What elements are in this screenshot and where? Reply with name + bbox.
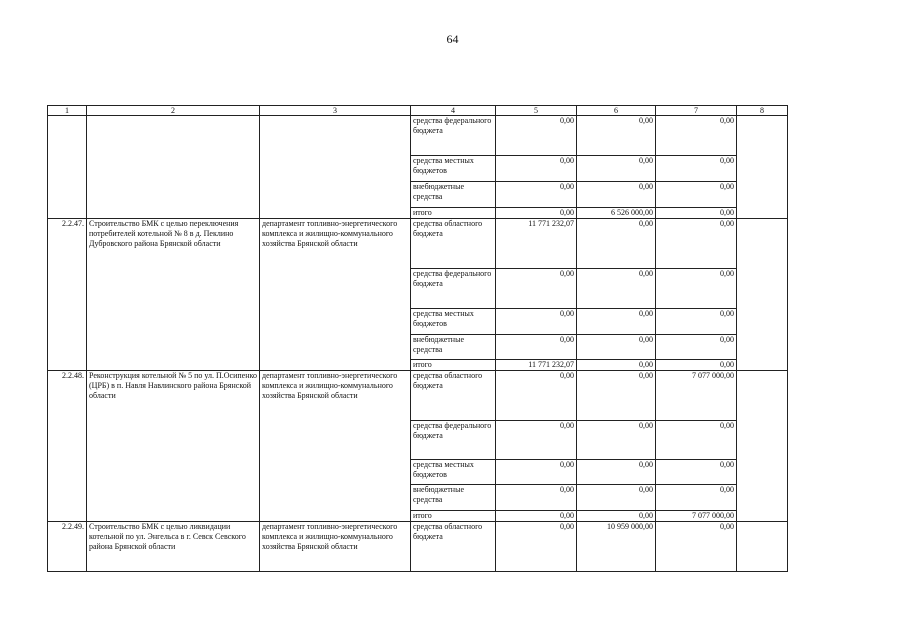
value-cell: 0,00 [656,156,737,182]
source-label: средства местных бюджетов [411,156,496,182]
total-value: 0,00 [656,208,737,219]
page-number: 64 [446,32,459,46]
value-cell: 0,00 [496,335,577,360]
source-label: средства местных бюджетов [411,460,496,485]
code-cell [48,116,87,219]
column-header: 7 [656,106,737,116]
item-executor: департамент топливно-энергетического комплекса и жилищно-коммунального хозяйства Брянской области [260,219,411,371]
value-cell: 0,00 [577,421,656,460]
value-cell: 0,00 [577,182,656,208]
source-label: средства федерального бюджета [411,269,496,309]
item-code: 2.2.47. [48,219,87,371]
item-name: Реконструкция котельной № 5 по ул. П.Осипенко (ЦРБ) в п. Навля Навлинского района Брянской области [87,371,260,522]
value-cell: 0,00 [577,309,656,335]
value-cell: 0,00 [656,335,737,360]
value-cell: 11 771 232,07 [496,219,577,269]
item-code: 2.2.48. [48,371,87,522]
source-label: внебюджетные средства [411,335,496,360]
value-cell: 0,00 [656,309,737,335]
table-row [48,371,788,421]
value-cell: 0,00 [656,460,737,485]
item-executor: департамент топливно-энергетического комплекса и жилищно-коммунального хозяйства Брянской области [260,522,411,572]
note-cell [737,522,788,572]
source-label: средства областного бюджета [411,371,496,421]
total-value: 0,00 [577,511,656,522]
value-cell: 0,00 [496,522,577,572]
value-cell: 0,00 [577,219,656,269]
total-value: 0,00 [496,511,577,522]
value-cell: 0,00 [496,309,577,335]
item-executor: департамент топливно-энергетического комплекса и жилищно-коммунального хозяйства Брянской области [260,371,411,522]
item-name: Строительство БМК с целью переключения потребителей котельной № 8 в д. Пеклино Дубровского района Брянской области [87,219,260,371]
column-header: 2 [87,106,260,116]
column-header: 1 [48,106,87,116]
column-header: 5 [496,106,577,116]
total-value: 0,00 [496,208,577,219]
value-cell: 0,00 [577,269,656,309]
source-label: средства федерального бюджета [411,421,496,460]
total-label: итого [411,208,496,219]
value-cell: 0,00 [577,485,656,511]
note-cell [737,371,788,522]
value-cell: 0,00 [496,269,577,309]
value-cell: 0,00 [656,116,737,156]
total-value: 0,00 [577,360,656,371]
source-label: внебюджетные средства [411,182,496,208]
source-label: средства местных бюджетов [411,309,496,335]
value-cell: 0,00 [496,421,577,460]
budget-table [47,105,788,572]
value-cell: 0,00 [577,371,656,421]
value-cell: 0,00 [496,182,577,208]
source-label: внебюджетные средства [411,485,496,511]
total-label: итого [411,360,496,371]
total-value: 0,00 [656,360,737,371]
value-cell: 0,00 [496,156,577,182]
value-cell: 10 959 000,00 [577,522,656,572]
value-cell: 0,00 [577,116,656,156]
table-row [48,116,788,156]
item-code: 2.2.49. [48,522,87,572]
executor-cell [260,116,411,219]
value-cell: 0,00 [656,522,737,572]
name-cell [87,116,260,219]
column-header-row [48,106,788,116]
note-cell [737,219,788,371]
note-cell [737,116,788,219]
value-cell: 0,00 [496,460,577,485]
value-cell: 0,00 [577,156,656,182]
value-cell: 0,00 [496,116,577,156]
column-header: 8 [737,106,788,116]
value-cell: 0,00 [656,182,737,208]
value-cell: 0,00 [656,485,737,511]
column-header: 4 [411,106,496,116]
value-cell: 0,00 [656,269,737,309]
source-label: средства федерального бюджета [411,116,496,156]
total-value: 7 077 000,00 [656,511,737,522]
table-row [48,522,788,572]
value-cell: 7 077 000,00 [656,371,737,421]
total-label: итого [411,511,496,522]
value-cell: 0,00 [577,335,656,360]
value-cell: 0,00 [656,219,737,269]
source-label: средства областного бюджета [411,522,496,572]
column-header: 3 [260,106,411,116]
value-cell: 0,00 [656,421,737,460]
value-cell: 0,00 [577,460,656,485]
value-cell: 0,00 [496,371,577,421]
table-row [48,219,788,269]
item-name: Строительство БМК с целью ликвидации котельной по ул. Энгельса в г. Севск Севского района Брянской области [87,522,260,572]
value-cell: 0,00 [496,485,577,511]
source-label: средства областного бюджета [411,219,496,269]
column-header: 6 [577,106,656,116]
total-value: 11 771 232,07 [496,360,577,371]
total-value: 6 526 000,00 [577,208,656,219]
